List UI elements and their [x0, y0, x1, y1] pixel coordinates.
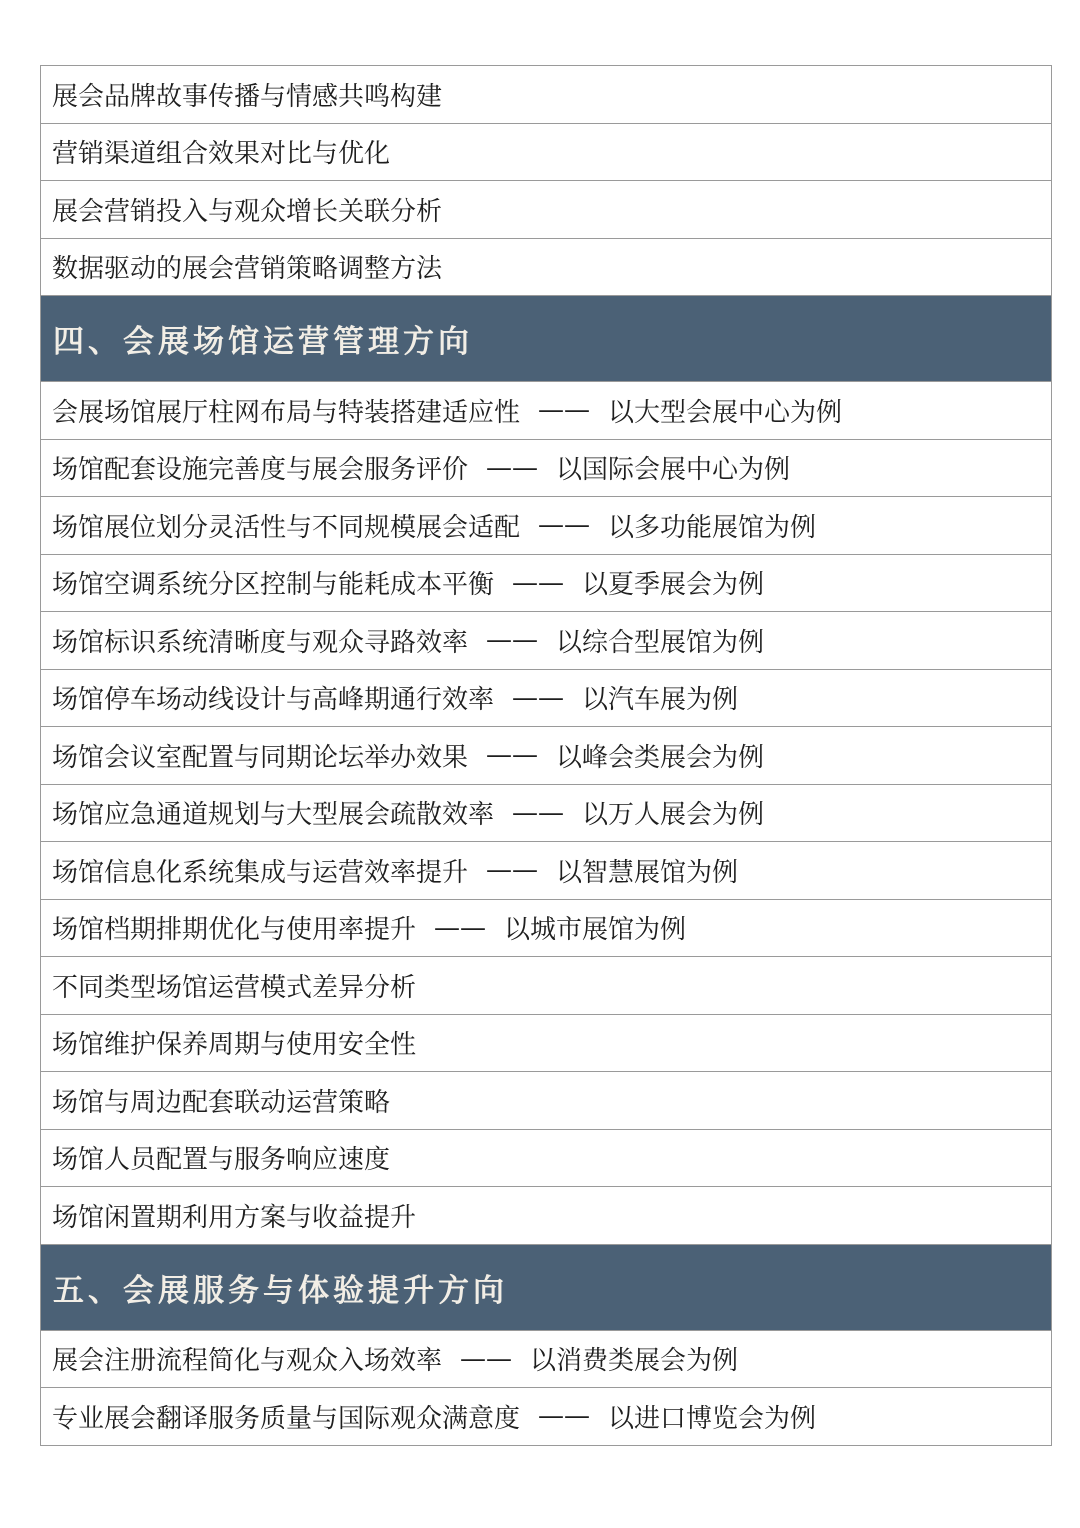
dash-separator: ——: [434, 912, 487, 943]
table-row: [41, 957, 1051, 1015]
dash-separator: ——: [486, 452, 539, 483]
table-row: [41, 555, 1051, 613]
topic-title: 场馆与周边配套联动运营策略: [52, 1087, 391, 1118]
topic-example: 以夏季展会为例: [582, 570, 765, 601]
table-row: [41, 670, 1051, 728]
topic-title: 数据驱动的展会营销策略调整方法: [52, 254, 443, 285]
topic-title: 专业展会翻译服务质量与国际观众满意度: [52, 1403, 521, 1434]
dash-separator: ——: [538, 510, 591, 541]
dash-separator: ——: [486, 625, 539, 656]
topic-title: 展会注册流程简化与观众入场效率: [52, 1346, 443, 1377]
topic-title: 场馆信息化系统集成与运营效率提升: [52, 857, 469, 888]
table-row: [41, 239, 1051, 297]
topic-title: 场馆展位划分灵活性与不同规模展会适配: [52, 512, 521, 543]
dash-separator: ——: [512, 567, 565, 598]
topic-title: 场馆档期排期优化与使用率提升: [52, 915, 417, 946]
topic-title: 不同类型场馆运营模式差异分析: [52, 972, 417, 1003]
table-row: [41, 1130, 1051, 1188]
topic-title: 展会营销投入与观众增长关联分析: [52, 196, 443, 227]
table-row: [41, 1072, 1051, 1130]
dash-separator: ——: [538, 1401, 591, 1432]
topic-title: 场馆停车场动线设计与高峰期通行效率: [52, 685, 495, 716]
topic-example: 以万人展会为例: [582, 800, 765, 831]
dash-separator: ——: [512, 797, 565, 828]
topic-example: 以消费类展会为例: [530, 1346, 739, 1377]
topic-title: 营销渠道组合效果对比与优化: [52, 139, 391, 170]
table-row: [41, 727, 1051, 785]
table-row: [41, 612, 1051, 670]
topic-title: 场馆空调系统分区控制与能耗成本平衡: [52, 570, 495, 601]
dash-separator: ——: [486, 740, 539, 771]
topic-example: 以多功能展馆为例: [608, 512, 817, 543]
dash-separator: ——: [512, 682, 565, 713]
topic-example: 以综合型展馆为例: [556, 627, 765, 658]
table-row: [41, 66, 1051, 124]
topic-title: 场馆标识系统清晰度与观众寻路效率: [52, 627, 469, 658]
table-row: [41, 181, 1051, 239]
topic-example: 以大型会展中心为例: [608, 397, 843, 428]
topic-example: 以峰会类展会为例: [556, 742, 765, 773]
dash-separator: ——: [538, 395, 591, 426]
topic-example: 以汽车展为例: [582, 685, 739, 716]
table-row: [41, 1388, 1051, 1446]
topic-title: 场馆会议室配置与同期论坛举办效果: [52, 742, 469, 773]
table-row: [41, 382, 1051, 440]
topic-example: 以城市展馆为例: [504, 915, 687, 946]
topic-title: 会展场馆展厅柱网布局与特装搭建适应性: [52, 397, 521, 428]
topic-table: [40, 65, 1052, 1446]
section-header: 五、会展服务与体验提升方向: [41, 1245, 1051, 1331]
table-row: [41, 900, 1051, 958]
table-row: [41, 842, 1051, 900]
table-row: [41, 440, 1051, 498]
dash-separator: ——: [460, 1343, 513, 1374]
table-row: [41, 1331, 1051, 1389]
topic-example: 以进口博览会为例: [608, 1403, 817, 1434]
topic-example: 以国际会展中心为例: [556, 455, 791, 486]
table-row: [41, 785, 1051, 843]
topic-example: 以智慧展馆为例: [556, 857, 739, 888]
section-header: 四、会展场馆运营管理方向: [41, 296, 1051, 382]
topic-title: 展会品牌故事传播与情感共鸣构建: [52, 81, 443, 112]
table-row: [41, 124, 1051, 182]
dash-separator: ——: [486, 855, 539, 886]
topic-title: 场馆应急通道规划与大型展会疏散效率: [52, 800, 495, 831]
table-row: [41, 1015, 1051, 1073]
table-row: [41, 497, 1051, 555]
topic-title: 场馆配套设施完善度与展会服务评价: [52, 455, 469, 486]
topic-title: 场馆闲置期利用方案与收益提升: [52, 1202, 417, 1233]
topic-title: 场馆人员配置与服务响应速度: [52, 1145, 391, 1176]
topic-title: 场馆维护保养周期与使用安全性: [52, 1030, 417, 1061]
table-row: [41, 1187, 1051, 1245]
